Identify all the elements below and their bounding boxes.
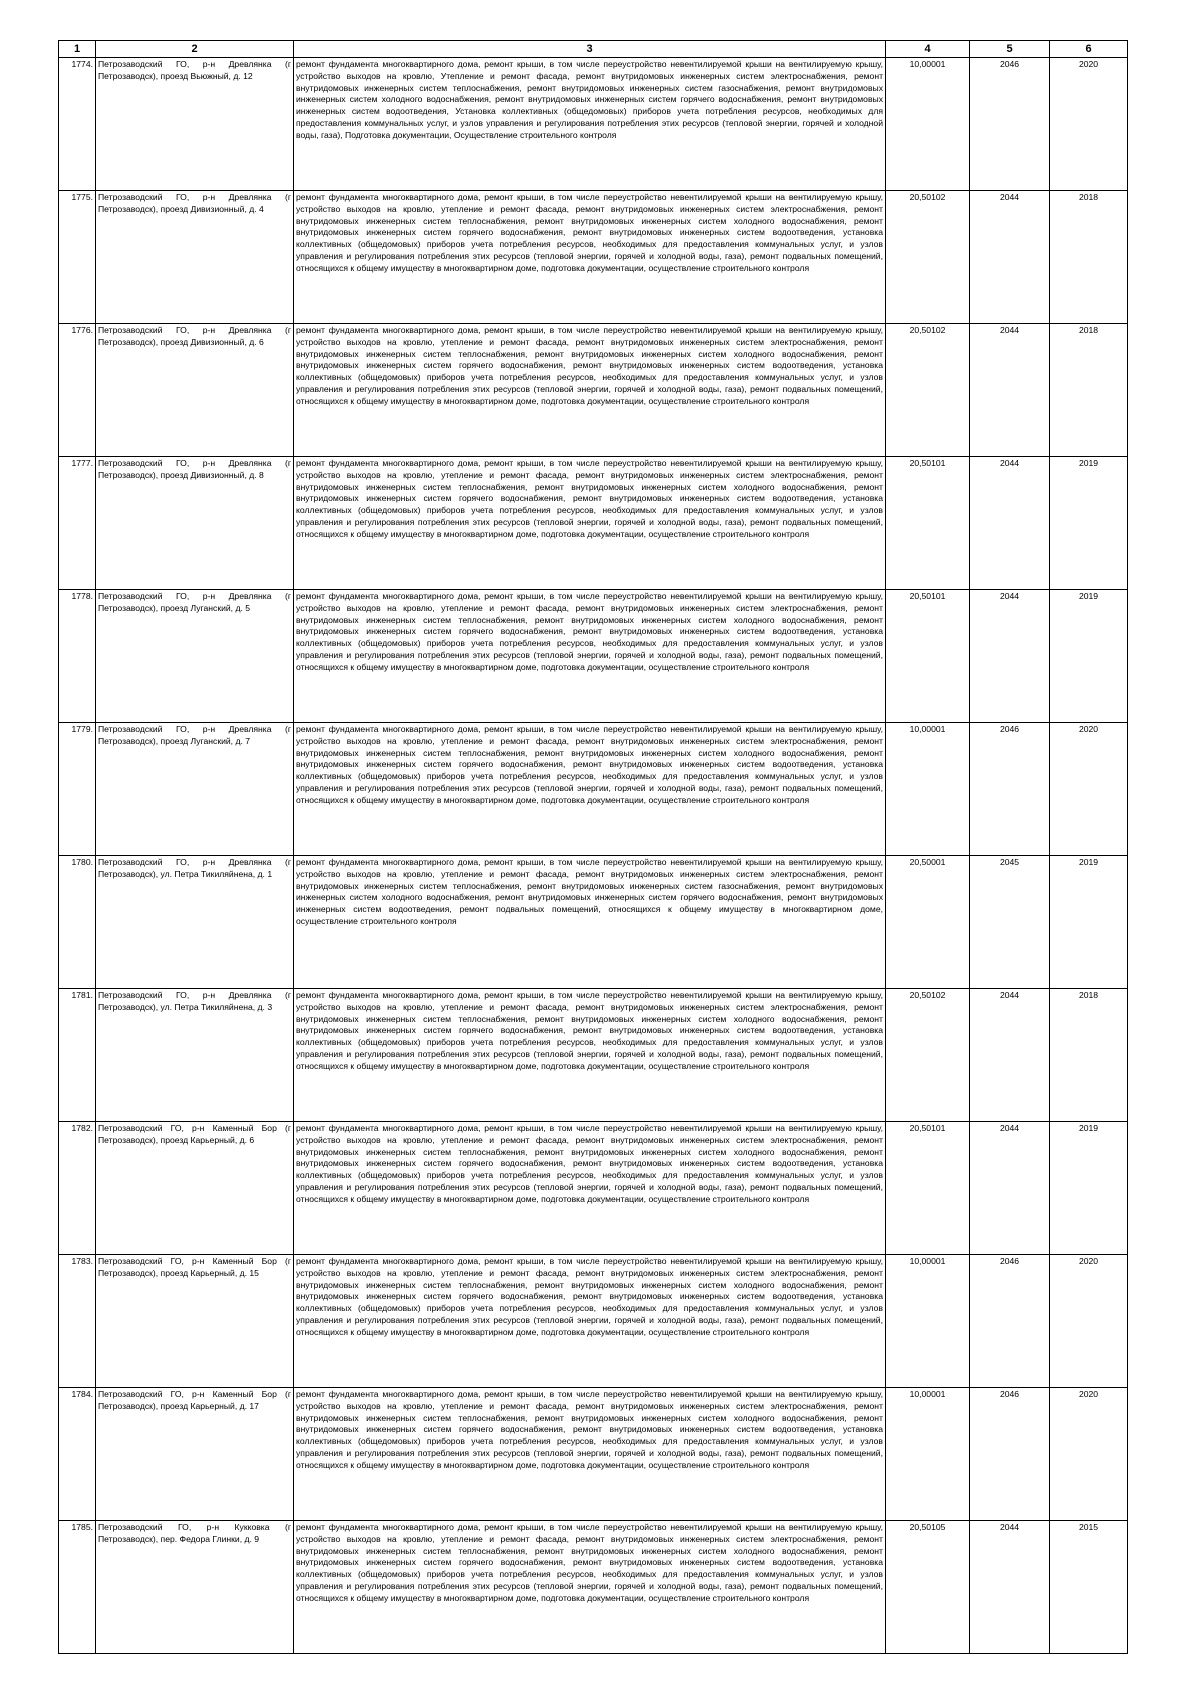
year-cell: 2015 — [1050, 1521, 1128, 1654]
year-cell: 2020 — [1050, 723, 1128, 856]
year-cell: 2018 — [1050, 989, 1128, 1122]
cost-cell: 20,50105 — [886, 1521, 970, 1654]
row-number: 1785. — [59, 1521, 96, 1654]
works-cell: ремонт фундамента многоквартирного дома, ремонт крыши, в том числе переустройство невентилируемой крыши на вентилируемую крышу, устройство выходов на кровлю, утепление и ремонт фасада, ремонт внутридомовых инженерных систем электроснабжения, ремонт внутридомовых инженерных систем теплоснабжения, ремонт внутридомовых инженерных систем холодного водоснабжения, ремонт внутридомовых инженерных систем горячего водоснабжения, ремонт внутридомовых инженерных систем водоотведения, установка коллективных (общедомовых) приборов учета потребления ресурсов, необходимых для предоставления коммунальных услуг, и узлов управления и регулирования потребления этих ресурсов (тепловой энергии, горячей и холодной воды, газа), ремонт подвальных помещений, относящихся к общему имуществу в многоквартирном доме, подготовка документации, осуществление строительного контроля — [294, 457, 886, 590]
works-cell: ремонт фундамента многоквартирного дома, ремонт крыши, в том числе переустройство невентилируемой крыши на вентилируемую крышу, устройство выходов на кровлю, утепление и ремонт фасада, ремонт внутридомовых инженерных систем электроснабжения, ремонт внутридомовых инженерных систем теплоснабжения, ремонт внутридомовых инженерных систем холодного водоснабжения, ремонт внутридомовых инженерных систем горячего водоснабжения, ремонт внутридомовых инженерных систем водоотведения, установка коллективных (общедомовых) приборов учета потребления ресурсов, необходимых для предоставления коммунальных услуг, и узлов управления и регулирования потребления этих ресурсов (тепловой энергии, горячей и холодной воды, газа), ремонт подвальных помещений, относящихся к общему имуществу в многоквартирном доме, подготовка документации, осуществление строительного контроля — [294, 723, 886, 856]
header-col-1: 1 — [59, 41, 96, 58]
row-number: 1780. — [59, 856, 96, 989]
year-cell: 2019 — [1050, 590, 1128, 723]
year-cell: 2044 — [970, 324, 1050, 457]
works-cell: ремонт фундамента многоквартирного дома, ремонт крыши, в том числе переустройство невентилируемой крыши на вентилируемую крышу, устройство выходов на кровлю, утепление и ремонт фасада, ремонт внутридомовых инженерных систем электроснабжения, ремонт внутридомовых инженерных систем теплоснабжения, ремонт внутридомовых инженерных систем холодного водоснабжения, ремонт внутридомовых инженерных систем горячего водоснабжения, ремонт внутридомовых инженерных систем водоотведения, установка коллективных (общедомовых) приборов учета потребления ресурсов, необходимых для предоставления коммунальных услуг, и узлов управления и регулирования потребления этих ресурсов (тепловой энергии, горячей и холодной воды, газа), ремонт подвальных помещений, относящихся к общему имуществу в многоквартирном доме, подготовка документации, осуществление строительного контроля — [294, 324, 886, 457]
works-cell: ремонт фундамента многоквартирного дома, ремонт крыши, в том числе переустройство невентилируемой крыши на вентилируемую крышу, устройство выходов на кровлю, утепление и ремонт фасада, ремонт внутридомовых инженерных систем электроснабжения, ремонт внутридомовых инженерных систем теплоснабжения, ремонт внутридомовых инженерных систем холодного водоснабжения, ремонт внутридомовых инженерных систем горячего водоснабжения, ремонт внутридомовых инженерных систем водоотведения, установка коллективных (общедомовых) приборов учета потребления ресурсов, необходимых для предоставления коммунальных услуг, и узлов управления и регулирования потребления этих ресурсов (тепловой энергии, горячей и холодной воды, газа), ремонт подвальных помещений, относящихся к общему имуществу в многоквартирном доме, подготовка документации, осуществление строительного контроля — [294, 1255, 886, 1388]
row-number: 1783. — [59, 1255, 96, 1388]
works-cell: ремонт фундамента многоквартирного дома, ремонт крыши, в том числе переустройство невентилируемой крыши на вентилируемую крышу, устройство выходов на кровлю, утепление и ремонт фасада, ремонт внутридомовых инженерных систем электроснабжения, ремонт внутридомовых инженерных систем теплоснабжения, ремонт внутридомовых инженерных систем холодного водоснабжения, ремонт внутридомовых инженерных систем горячего водоснабжения, ремонт внутридомовых инженерных систем водоотведения, установка коллективных (общедомовых) приборов учета потребления ресурсов, необходимых для предоставления коммунальных услуг, и узлов управления и регулирования потребления этих ресурсов (тепловой энергии, горячей и холодной воды, газа), ремонт подвальных помещений, относящихся к общему имуществу в многоквартирном доме, подготовка документации, осуществление строительного контроля — [294, 590, 886, 723]
address-cell: Петрозаводский ГО, р-н Кукковка (г Петрозаводск), пер. Федора Глинки, д. 9 — [96, 1521, 294, 1654]
works-cell: ремонт фундамента многоквартирного дома, ремонт крыши, в том числе переустройство невентилируемой крыши на вентилируемую крышу, устройство выходов на кровлю, утепление и ремонт фасада, ремонт внутридомовых инженерных систем электроснабжения, ремонт внутридомовых инженерных систем теплоснабжения, ремонт внутридомовых инженерных систем холодного водоснабжения, ремонт внутридомовых инженерных систем горячего водоснабжения, ремонт внутридомовых инженерных систем водоотведения, установка коллективных (общедомовых) приборов учета потребления ресурсов, необходимых для предоставления коммунальных услуг, и узлов управления и регулирования потребления этих ресурсов (тепловой энергии, горячей и холодной воды, газа), ремонт подвальных помещений, относящихся к общему имуществу в многоквартирном доме, подготовка документации, осуществление строительного контроля — [294, 1521, 886, 1654]
cost-cell: 20,50102 — [886, 989, 970, 1122]
header-row — [59, 41, 1128, 58]
address-cell: Петрозаводский ГО, р-н Древлянка (г Петрозаводск), ул. Петра Тикиляйнена, д. 3 — [96, 989, 294, 1122]
year-cell: 2046 — [970, 1388, 1050, 1521]
address-cell: Петрозаводский ГО, р-н Древлянка (г Петрозаводск), ул. Петра Тикиляйнена, д. 1 — [96, 856, 294, 989]
year-cell: 2019 — [1050, 856, 1128, 989]
address-cell: Петрозаводский ГО, р-н Древлянка (г Петрозаводск), проезд Дивизионный, д. 6 — [96, 324, 294, 457]
cost-cell: 20,50102 — [886, 324, 970, 457]
works-cell: ремонт фундамента многоквартирного дома, ремонт крыши, в том числе переустройство невентилируемой крыши на вентилируемую крышу, устройство выходов на кровлю, Утепление и ремонт фасада, ремонт внутридомовых инженерных систем электроснабжения, ремонт внутридомовых инженерных систем теплоснабжения, ремонт внутридомовых инженерных систем газоснабжения, ремонт внутридомовых инженерных систем холодного водоснабжения, ремонт внутридомовых инженерных систем горячего водоснабжения, ремонт внутридомовых инженерных систем водоотведения, Установка коллективных (общедомовых) приборов учета потребления ресурсов, необходимых для предоставления коммунальных услуг, и узлов управления и регулирования потребления этих ресурсов (тепловой энергии, горячей и холодной воды, газа), Подготовка документации, Осуществление строительного контроля — [294, 58, 886, 191]
row-number: 1781. — [59, 989, 96, 1122]
cost-cell: 10,00001 — [886, 723, 970, 856]
address-cell: Петрозаводский ГО, р-н Каменный Бор (г Петрозаводск), проезд Карьерный, д. 17 — [96, 1388, 294, 1521]
row-number: 1784. — [59, 1388, 96, 1521]
cost-cell: 20,50101 — [886, 457, 970, 590]
row-number: 1774. — [59, 58, 96, 191]
address-cell: Петрозаводский ГО, р-н Древлянка (г Петрозаводск), проезд Дивизионный, д. 4 — [96, 191, 294, 324]
year-cell: 2018 — [1050, 191, 1128, 324]
address-cell: Петрозаводский ГО, р-н Каменный Бор (г Петрозаводск), проезд Карьерный, д. 6 — [96, 1122, 294, 1255]
cost-cell: 10,00001 — [886, 1388, 970, 1521]
table-row — [59, 1255, 1128, 1388]
table-row — [59, 1122, 1128, 1255]
table-row — [59, 989, 1128, 1122]
address-cell: Петрозаводский ГО, р-н Древлянка (г Петрозаводск), проезд Луганский, д. 7 — [96, 723, 294, 856]
cost-cell: 10,00001 — [886, 58, 970, 191]
year-cell: 2020 — [1050, 58, 1128, 191]
row-number: 1779. — [59, 723, 96, 856]
table-row — [59, 1388, 1128, 1521]
year-cell: 2044 — [970, 457, 1050, 590]
table-row — [59, 191, 1128, 324]
table-row — [59, 723, 1128, 856]
year-cell: 2044 — [970, 1122, 1050, 1255]
year-cell: 2018 — [1050, 324, 1128, 457]
year-cell: 2044 — [970, 191, 1050, 324]
header-col-2: 2 — [96, 41, 294, 58]
year-cell: 2045 — [970, 856, 1050, 989]
table-row — [59, 58, 1128, 191]
header-col-4: 4 — [886, 41, 970, 58]
row-number: 1776. — [59, 324, 96, 457]
table-row — [59, 324, 1128, 457]
row-number: 1782. — [59, 1122, 96, 1255]
cost-cell: 20,50101 — [886, 1122, 970, 1255]
header-col-6: 6 — [1050, 41, 1128, 58]
repair-schedule-table — [58, 40, 1128, 1654]
works-cell: ремонт фундамента многоквартирного дома, ремонт крыши, в том числе переустройство невентилируемой крыши на вентилируемую крышу, устройство выходов на кровлю, утепление и ремонт фасада, ремонт внутридомовых инженерных систем электроснабжения, ремонт внутридомовых инженерных систем теплоснабжения, ремонт внутридомовых инженерных систем холодного водоснабжения, ремонт внутридомовых инженерных систем горячего водоснабжения, ремонт внутридомовых инженерных систем водоотведения, установка коллективных (общедомовых) приборов учета потребления ресурсов, необходимых для предоставления коммунальных услуг, и узлов управления и регулирования потребления этих ресурсов (тепловой энергии, горячей и холодной воды, газа), ремонт подвальных помещений, относящихся к общему имуществу в многоквартирном доме, подготовка документации, осуществление строительного контроля — [294, 989, 886, 1122]
cost-cell: 20,50101 — [886, 590, 970, 723]
address-cell: Петрозаводский ГО, р-н Древлянка (г Петрозаводск), проезд Вьюжный, д. 12 — [96, 58, 294, 191]
year-cell: 2020 — [1050, 1255, 1128, 1388]
table-row — [59, 457, 1128, 590]
address-cell: Петрозаводский ГО, р-н Древлянка (г Петрозаводск), проезд Дивизионный, д. 8 — [96, 457, 294, 590]
address-cell: Петрозаводский ГО, р-н Каменный Бор (г Петрозаводск), проезд Карьерный, д. 15 — [96, 1255, 294, 1388]
row-number: 1778. — [59, 590, 96, 723]
year-cell: 2046 — [970, 1255, 1050, 1388]
year-cell: 2046 — [970, 723, 1050, 856]
year-cell: 2044 — [970, 590, 1050, 723]
year-cell: 2019 — [1050, 457, 1128, 590]
address-cell: Петрозаводский ГО, р-н Древлянка (г Петрозаводск), проезд Луганский, д. 5 — [96, 590, 294, 723]
table-row — [59, 1521, 1128, 1654]
year-cell: 2019 — [1050, 1122, 1128, 1255]
cost-cell: 10,00001 — [886, 1255, 970, 1388]
works-cell: ремонт фундамента многоквартирного дома, ремонт крыши, в том числе переустройство невентилируемой крыши на вентилируемую крышу, устройство выходов на кровлю, утепление и ремонт фасада, ремонт внутридомовых инженерных систем электроснабжения, ремонт внутридомовых инженерных систем теплоснабжения, ремонт внутридомовых инженерных систем холодного водоснабжения, ремонт внутридомовых инженерных систем горячего водоснабжения, ремонт внутридомовых инженерных систем водоотведения, установка коллективных (общедомовых) приборов учета потребления ресурсов, необходимых для предоставления коммунальных услуг, и узлов управления и регулирования потребления этих ресурсов (тепловой энергии, горячей и холодной воды, газа), ремонт подвальных помещений, относящихся к общему имуществу в многоквартирном доме, подготовка документации, осуществление строительного контроля — [294, 191, 886, 324]
header-col-5: 5 — [970, 41, 1050, 58]
year-cell: 2044 — [970, 989, 1050, 1122]
table-row — [59, 856, 1128, 989]
table-row — [59, 590, 1128, 723]
header-col-3: 3 — [294, 41, 886, 58]
row-number: 1777. — [59, 457, 96, 590]
year-cell: 2044 — [970, 1521, 1050, 1654]
works-cell: ремонт фундамента многоквартирного дома, ремонт крыши, в том числе переустройство невентилируемой крыши на вентилируемую крышу, устройство выходов на кровлю, утепление и ремонт фасада, ремонт внутридомовых инженерных систем электроснабжения, ремонт внутридомовых инженерных систем теплоснабжения, ремонт внутридомовых инженерных систем холодного водоснабжения, ремонт внутридомовых инженерных систем горячего водоснабжения, ремонт внутридомовых инженерных систем водоотведения, установка коллективных (общедомовых) приборов учета потребления ресурсов, необходимых для предоставления коммунальных услуг, и узлов управления и регулирования потребления этих ресурсов (тепловой энергии, горячей и холодной воды, газа), ремонт подвальных помещений, относящихся к общему имуществу в многоквартирном доме, подготовка документации, осуществление строительного контроля — [294, 1388, 886, 1521]
works-cell: ремонт фундамента многоквартирного дома, ремонт крыши, в том числе переустройство невентилируемой крыши на вентилируемую крышу, устройство выходов на кровлю, утепление и ремонт фасада, ремонт внутридомовых инженерных систем электроснабжения, ремонт внутридомовых инженерных систем теплоснабжения, ремонт внутридомовых инженерных систем холодного водоснабжения, ремонт внутридомовых инженерных систем горячего водоснабжения, ремонт внутридомовых инженерных систем водоотведения, установка коллективных (общедомовых) приборов учета потребления ресурсов, необходимых для предоставления коммунальных услуг, и узлов управления и регулирования потребления этих ресурсов (тепловой энергии, горячей и холодной воды, газа), ремонт подвальных помещений, относящихся к общему имуществу в многоквартирном доме, подготовка документации, осуществление строительного контроля — [294, 1122, 886, 1255]
cost-cell: 20,50102 — [886, 191, 970, 324]
works-cell: ремонт фундамента многоквартирного дома, ремонт крыши, в том числе переустройство невентилируемой крыши на вентилируемую крышу, устройство выходов на кровлю, утепление и ремонт фасада, ремонт внутридомовых инженерных систем электроснабжения, ремонт внутридомовых инженерных систем теплоснабжения, ремонт внутридомовых инженерных систем газоснабжения, ремонт внутридомовых инженерных систем холодного водоснабжения, ремонт внутридомовых инженерных систем горячего водоснабжения, ремонт внутридомовых инженерных систем водоотведения, ремонт подвальных помещений, относящихся к общему имуществу в многоквартирном доме, осуществление строительного контроля — [294, 856, 886, 989]
year-cell: 2020 — [1050, 1388, 1128, 1521]
row-number: 1775. — [59, 191, 96, 324]
cost-cell: 20,50001 — [886, 856, 970, 989]
year-cell: 2046 — [970, 58, 1050, 191]
